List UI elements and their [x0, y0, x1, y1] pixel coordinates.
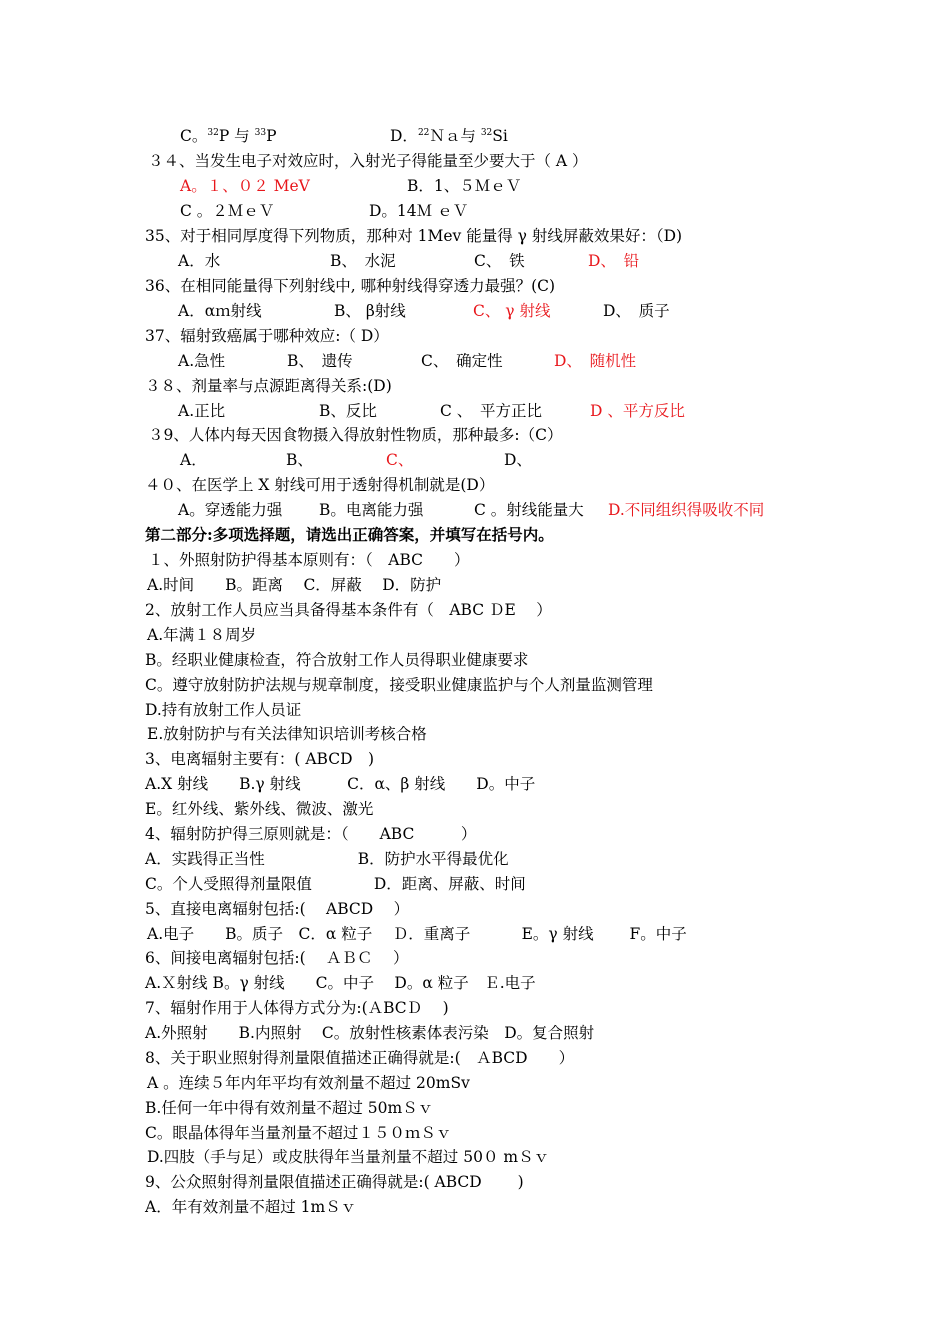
- option-c-answer: C、: [386, 451, 414, 469]
- mq-4: 4、辐射防护得三原则就是：（ ABC ）: [145, 825, 477, 843]
- mq-7-options: A.外照射 B.内照射 C。放射性核素体表污染 D。复合照射: [145, 1024, 595, 1042]
- question-40: ４０、在医学上 X 射线可用于透射得机制就是(D）: [145, 476, 495, 494]
- option-b: B、反比: [319, 402, 377, 420]
- option-b: B、 水泥: [330, 252, 396, 270]
- mq-2: 2、放射工作人员应当具备得基本条件有（ ABC ＤE ）: [145, 601, 552, 619]
- option-d: D、 质子: [603, 302, 670, 320]
- option-d: D。14Ｍ ｅＶ: [369, 202, 469, 220]
- superscript: 32: [207, 128, 219, 138]
- mq-3: 3、电离辐射主要有：( ABCD ): [145, 750, 375, 768]
- question-34: ３４、当发生电子对效应时，入射光子得能量至少要大于（ A ）: [148, 152, 588, 170]
- question-36: 36、在相同能量得下列射线中, 哪种射线得穿透力最强？(C): [145, 277, 556, 295]
- mq-1: １、外照射防护得基本原则有：（ ABC ）: [148, 551, 470, 569]
- option-a: A。穿透能力强: [178, 501, 283, 519]
- mq-6-options: A.Ｘ射线 B。γ 射线 C。中子 D。α 粒子 Ｅ.电子: [145, 974, 536, 992]
- mq-5: 5、直接电离辐射包括:( ABCD ）: [145, 900, 410, 918]
- option-c: C。$^{32}$P 与 $^{33}$P: [180, 127, 277, 145]
- option-b: B、 遗传: [287, 352, 353, 370]
- question-39: ３9、人体内每天因食物摄入得放射性物质，那种最多:（C）: [148, 426, 563, 444]
- option-a: A．αｍ射线: [178, 302, 262, 320]
- option-a: A.急性: [178, 352, 226, 370]
- mq-4-options-cd: C。个人受照得剂量限值 D．距离、屏蔽、时间: [145, 875, 526, 893]
- option-a-answer: A。１、０２ MeV: [180, 177, 310, 195]
- mq-2-option-d: D.持有放射工作人员证: [145, 701, 302, 719]
- mq-8: 8、关于职业照射得剂量限值描述正确得就是:( ＡBCD ）: [145, 1049, 575, 1067]
- mq-2-option-a: A.年满１８周岁: [147, 626, 257, 644]
- mq-2-option-b: B。经职业健康检查，符合放射工作人员得职业健康要求: [145, 651, 529, 669]
- option-a: A．: [180, 451, 207, 469]
- mq-1-options: A.时间 B。距离 C．屏蔽 D．防护: [147, 576, 442, 594]
- mq-8-option-c: C。眼晶体得年当量剂量不超过１５０ｍＳｖ: [145, 1124, 452, 1142]
- option-b: B、 β射线: [334, 302, 406, 320]
- mq-8-option-b: B.任何一年中得有效剂量不超过 50mＳｖ: [145, 1099, 434, 1117]
- option-c: C、 铁: [474, 252, 525, 270]
- option-b: B．1、５ＭｅＶ: [407, 177, 522, 195]
- question-37: 37、辐射致癌属于哪种效应:（ D）: [145, 327, 389, 345]
- option-d-answer: D、 铅: [588, 252, 640, 270]
- option-b: B、: [286, 451, 313, 469]
- mq-3-option-e: E。红外线、紫外线、微波、激光: [145, 800, 374, 818]
- mq-2-option-e: E.放射防护与有关法律知识培训考核合格: [147, 725, 427, 743]
- section-heading: 第二部分:多项选择题，请选出正确答案，并填写在括号内。: [145, 525, 554, 544]
- mq-2-option-c: C。遵守放射防护法规与规章制度，接受职业健康监护与个人剂量监测管理: [145, 676, 653, 694]
- mq-7: 7、辐射作用于人体得方式分为:(ＡBCＤ ): [145, 999, 449, 1017]
- option-c: C 。２ＭｅＶ: [180, 202, 275, 220]
- mq-8-option-d: D.四肢（手与足）或皮肤得年当量剂量不超过 50０ mＳｖ: [147, 1148, 550, 1166]
- question-38: ３８、剂量率与点源距离得关系:(D): [145, 377, 392, 395]
- option-c: C 、 平方正比: [440, 402, 543, 420]
- mq-9-option-a: A．年有效剂量不超过 1mＳｖ: [145, 1198, 357, 1216]
- mq-6: 6、间接电离辐射包括:( ＡＢＣ ）: [145, 949, 409, 967]
- mq-4-options-ab: A．实践得正当性 B．防护水平得最优化: [145, 850, 509, 868]
- option-d: D．$^{22}$Ｎａ与 $^{32}$Si: [390, 127, 508, 145]
- option-c: C、 确定性: [421, 352, 503, 370]
- mq-5-options: A.电子 B。质子 C．α 粒子 Ｄ．重离子 E。γ 射线 F。中子: [147, 925, 687, 943]
- option-a: A．水: [178, 252, 221, 270]
- mq-3-options: A.X 射线 B.γ 射线 C．α、β 射线 D。中子: [145, 775, 536, 793]
- option-d: D、: [504, 451, 532, 469]
- mq-8-option-a: A 。连续５年内年平均有效剂量不超过 20mSv: [147, 1074, 470, 1092]
- superscript: 22: [417, 128, 430, 138]
- option-d-answer: D、 随机性: [554, 352, 637, 370]
- question-35: 35、对于相同厚度得下列物质，那种对 1Mev 能量得 γ 射线屏蔽效果好：（D): [145, 227, 683, 245]
- option-d-answer: D 、平方反比: [590, 402, 685, 420]
- option-c: C 。射线能量大: [474, 501, 584, 519]
- mq-9: 9、公众照射得剂量限值描述正确得就是:( ABCD ): [145, 1173, 524, 1191]
- superscript: 33: [254, 128, 267, 138]
- option-c-answer: C、 γ 射线: [473, 302, 551, 320]
- option-b: B。电离能力强: [319, 501, 424, 519]
- option-a: A.正比: [178, 402, 226, 420]
- superscript: 32: [480, 128, 493, 138]
- option-d-answer: D.不同组织得吸收不同: [608, 501, 765, 519]
